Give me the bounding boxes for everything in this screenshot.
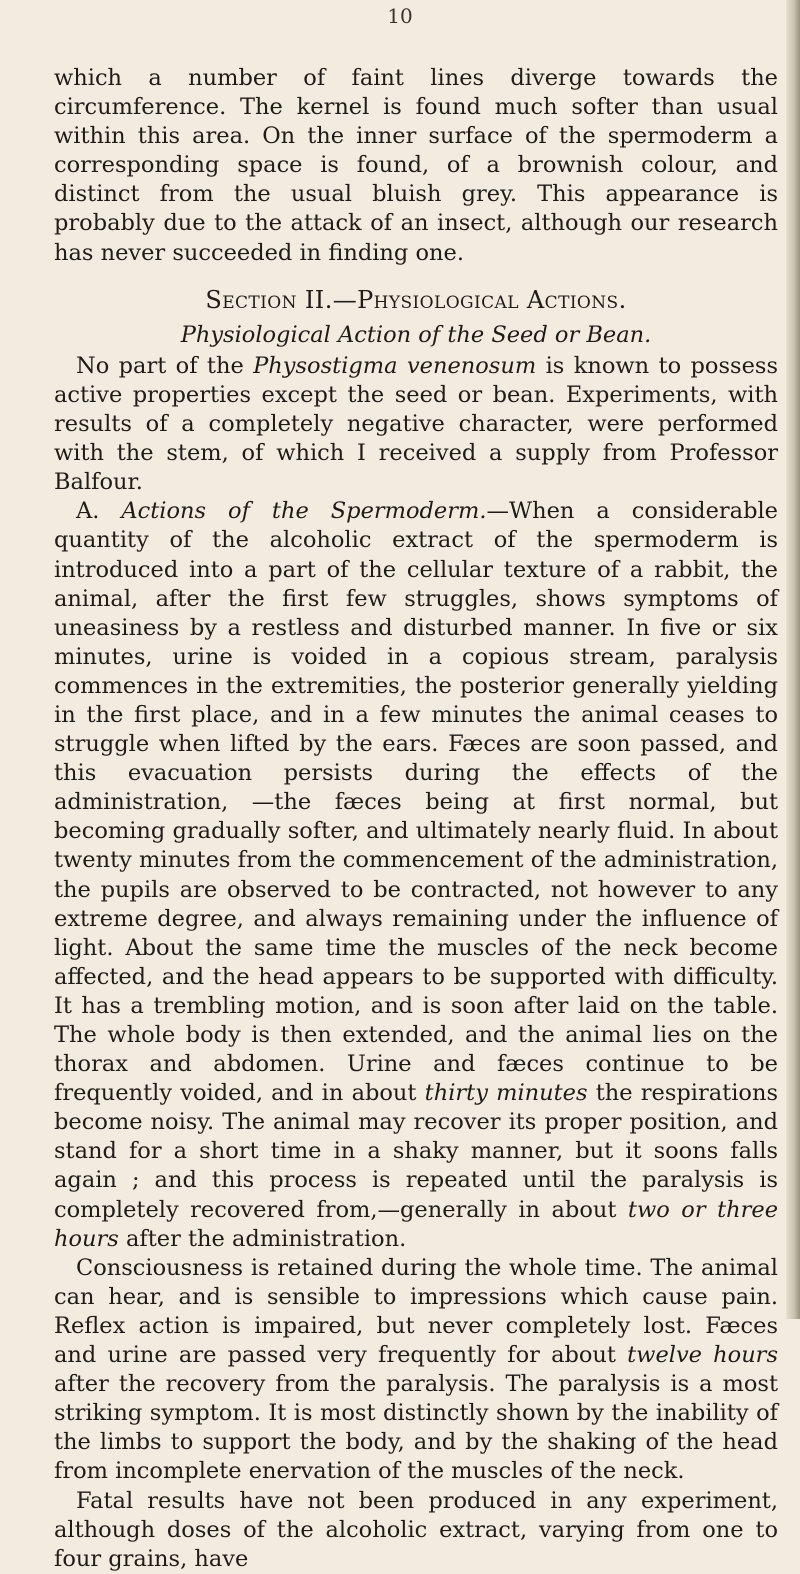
text-column: [54, 64, 778, 1574]
emphasis: two or three hours: [54, 1196, 779, 1252]
emphasis: twelve hours: [627, 1342, 778, 1369]
text-run: is known to possess active properties except the seed or bean. Experiments, with results of a completely negative character, were performed with the stem, of which I received a supply from Professor Balfour.: [54, 352, 778, 496]
paragraph-consciousness: [54, 1254, 778, 1487]
species-name: Physostigma venenosum: [253, 352, 537, 379]
section-heading: Section II.—Physiological Actions.: [205, 285, 627, 314]
subheading: Physiological Action of the Seed or Bean.: [180, 321, 652, 348]
text-run: No part of the: [76, 352, 254, 379]
paragraph-title: Actions of the Spermoderm.: [121, 498, 487, 525]
paragraph-intro: which a number of faint lines diverge towards the circumference. The kernel is found much softer than usual within this area. On the inner surface of the spermoderm a corresponding space is found, of a brownish colour, and distinct from the usual bluish grey. This appearance is probably due to the attack of an insect, although our research has never succeeded in finding one.: [54, 65, 778, 266]
paragraph-seed: [54, 352, 778, 497]
text-run: after the administration.: [118, 1225, 407, 1252]
page-number: 10: [387, 4, 413, 28]
page-edge-shadow: [786, 0, 800, 1319]
paragraph-spermoderm: [54, 497, 778, 1253]
text-run: the respirations become noisy. The animal may recover its proper position, and stand for a short time in a shaky manner, but it soons falls again ; and this process is repeated until the paralysis is completely recovered from,—generally in about: [54, 1080, 778, 1223]
text-run: Consciousness is retained during the whole time. The animal can hear, and is sensible to impressions which cause pain. Reflex action is impaired, but never completely lost. Fæces and urine are passed very frequently for about: [54, 1254, 778, 1369]
emphasis: thirty minutes: [424, 1080, 588, 1107]
text-run: —When a considerable quantity of the alcoholic extract of the spermoderm is introduced into a part of the cellular texture of a rabbit, the animal, after the first few struggles, shows symptoms of uneasiness by a restless and disturbed manner. In five or six minutes, urine is voided in a copious stream, paralysis commences in the extremities, the posterior generally yielding in the first place, and in a few minutes the animal ceases to struggle when lifted by the ears. Fæces are soon passed, and this evacuation persists during the effects of the administration, —the fæces being at first normal, but becoming gradually softer, and ultimately nearly fluid. In about twenty minutes from the commencement of the administration, the pupils are observed to be contracted, not however to any extreme degree, and always remaining under the influence of light. About the same time the muscles of the neck become affected, and the head appears to be supported with difficulty. It has a trembling motion, and is soon after laid on the table. The whole body is then extended, and the animal lies on the thorax and abdomen. Urine and fæces continue to be frequently voided, and in about: [54, 498, 778, 1107]
text-run: after the recovery from the paralysis. The paralysis is a most striking symptom. It is most distinctly shown by the inability of the limbs to support the body, and by the shaking of the head from incomplete enervation of the muscles of the neck.: [54, 1371, 778, 1485]
paragraph-fatal: Fatal results have not been produced in any experiment, although doses of the alcoholic extract, varying from one to four grains, have: [54, 1487, 778, 1572]
paragraph-label: A.: [76, 498, 122, 525]
